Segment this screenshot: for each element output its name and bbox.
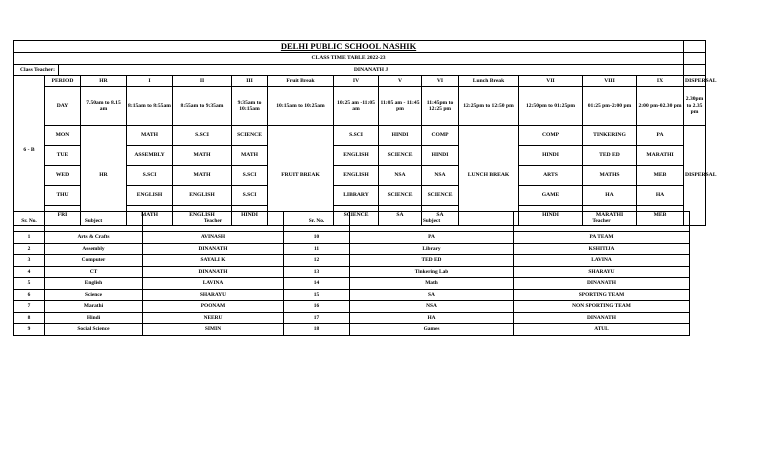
period-cell: MATH [127, 126, 173, 146]
time-vi: 11:45pm to 12:25 pm [422, 87, 459, 126]
teacher-cell: DINANATH [143, 266, 284, 278]
hr-cell: HR [81, 126, 127, 226]
period-cell: MARATHI [637, 146, 684, 166]
time-viii: 01:25 pm-2:00 pm [583, 87, 637, 126]
dispersal-cell: DISPERSAL [684, 126, 706, 226]
period-cell: ENGLISH [127, 186, 173, 206]
time-lunch-break: 12:25pm to 12:50 pm [459, 87, 519, 126]
col-header-ii: II [173, 76, 232, 87]
day-cell: WED [45, 166, 81, 186]
period-cell: SCIENCE [379, 186, 422, 206]
subject-cell: English [45, 278, 143, 290]
class-teacher-label: Class Teacher: [14, 65, 59, 76]
period-cell: COMP [519, 126, 583, 146]
teacher-cell: DINANATH [143, 243, 284, 255]
subject-cell: Library [350, 243, 514, 255]
period-cell: HA [637, 186, 684, 206]
table-row [14, 243, 690, 255]
period-cell: ENGLISH [334, 146, 379, 166]
subject-cell: Games [350, 324, 514, 336]
period-cell: SA [379, 206, 422, 226]
period-cell: MATHS [583, 166, 637, 186]
time-ii: 8:55am to 9:35am [173, 87, 232, 126]
subject-cell: Tinkering Lab [350, 266, 514, 278]
blank-cell [684, 53, 706, 65]
teacher-cell: DINANATH [514, 278, 690, 290]
sr-cell: 12 [284, 255, 350, 267]
class-name: 6 - B [14, 76, 45, 226]
time-fruit-break: 10:15am to 10:25am [268, 87, 334, 126]
time-hr: 7.50am to 8.15 am [81, 87, 127, 126]
period-cell: SCIENCE [379, 146, 422, 166]
blank-cell [684, 65, 706, 76]
period-cell: PA [637, 126, 684, 146]
period-cell: S.SCI [334, 126, 379, 146]
time-vii: 12:50pm to 01:25pm [519, 87, 583, 126]
subject-cell: PA [350, 232, 514, 244]
period-cell: COMP [422, 126, 459, 146]
period-cell: SCIENCE [232, 126, 268, 146]
period-cell: SCIENCE [422, 186, 459, 206]
period-cell: ASSEMBLY [127, 146, 173, 166]
period-cell: MATH [173, 166, 232, 186]
col-header-fruit-break: Fruit Break [268, 76, 334, 87]
period-cell: S.SCI [232, 186, 268, 206]
teacher-table [13, 211, 690, 336]
sr-cell: 10 [284, 232, 350, 244]
period-cell: HINDI [422, 146, 459, 166]
subject-cell: Hindi [45, 312, 143, 324]
period-cell: LIBRARY [334, 186, 379, 206]
period-cell: HINDI [379, 126, 422, 146]
col-header-period: PERIOD [45, 76, 81, 87]
subject-cell: Math [350, 278, 514, 290]
period-cell: S.SCI [232, 166, 268, 186]
teacher-cell: PA TEAM [514, 232, 690, 244]
col-header-viii: VIII [583, 76, 637, 87]
blank-cell [684, 41, 706, 53]
table-row [14, 324, 690, 336]
period-cell: SCIENCE [334, 206, 379, 226]
subject-cell: CT [45, 266, 143, 278]
period-cell: TED ED [583, 146, 637, 166]
teacher-cell: KSHITIJA [514, 243, 690, 255]
school-name: DELHI PUBLIC SCHOOL NASHIK [14, 41, 684, 53]
period-cell: ENGLISH [173, 186, 232, 206]
period-cell: HINDI [519, 146, 583, 166]
col-header-vi: VI [422, 76, 459, 87]
table-row [14, 312, 690, 324]
teacher-cell: SHARAYU [514, 266, 690, 278]
time-dispersal: 2.30pm to 2.35 pm [684, 87, 706, 126]
day-cell: TUE [45, 146, 81, 166]
time-iii: 9:35am to 10:15am [232, 87, 268, 126]
teacher-cell: SHARAYU [143, 289, 284, 301]
teacher-cell: LAVINA [143, 278, 284, 290]
period-cell: ENGLISH [173, 206, 232, 226]
subject-cell: TED ED [350, 255, 514, 267]
subject-cell: Arts & Crafts [45, 232, 143, 244]
table-row [14, 278, 690, 290]
table-row [14, 301, 690, 313]
timetable-subtitle: CLASS TIME TABLE 2022-23 [14, 53, 684, 65]
lunch-break-cell: LUNCH BREAK [459, 126, 519, 226]
sr-cell: 3 [14, 255, 45, 267]
time-ix: 2:00 pm-02.30 pm [637, 87, 684, 126]
period-cell: MEB [637, 206, 684, 226]
sr-cell: 9 [14, 324, 45, 336]
period-cell: TINKERING [583, 126, 637, 146]
subject-cell: Computer [45, 255, 143, 267]
subject-cell: SA [350, 289, 514, 301]
teacher-cell: POONAM [143, 301, 284, 313]
sr-cell: 4 [14, 266, 45, 278]
sr-cell: 18 [284, 324, 350, 336]
period-cell: GAME [519, 186, 583, 206]
sr-cell: 2 [14, 243, 45, 255]
period-cell: SA [422, 206, 459, 226]
teacher-cell: DINANATH [514, 312, 690, 324]
class-teacher-name: DINANATH J [59, 65, 684, 76]
period-cell: NSA [379, 166, 422, 186]
col-header-dispersal: DISPERSAL [684, 76, 706, 87]
sr-header: Sr. No. [14, 212, 45, 232]
period-cell: HINDI [519, 206, 583, 226]
teacher-cell: SIMIN [143, 324, 284, 336]
col-header-vii: VII [519, 76, 583, 87]
teacher-cell: SAYALI K [143, 255, 284, 267]
teacher-cell: ATUL [514, 324, 690, 336]
day-cell: THU [45, 186, 81, 206]
subject-header: Subject [350, 212, 514, 232]
subject-cell: HA [350, 312, 514, 324]
sr-cell: 6 [14, 289, 45, 301]
period-cell: MATH [232, 146, 268, 166]
sr-header: Sr. No. [284, 212, 350, 232]
sr-cell: 7 [14, 301, 45, 313]
col-header-lunch-break: Lunch Break [459, 76, 519, 87]
teacher-cell: LAVINA [514, 255, 690, 267]
teacher-cell: NEERU [143, 312, 284, 324]
table-row [14, 266, 690, 278]
col-header-i: I [127, 76, 173, 87]
sr-cell: 5 [14, 278, 45, 290]
period-cell: S.SCI [173, 126, 232, 146]
sr-cell: 11 [284, 243, 350, 255]
sr-cell: 13 [284, 266, 350, 278]
table-row [14, 232, 690, 244]
teacher-cell: AVINASH [143, 232, 284, 244]
timetable [13, 40, 717, 226]
period-cell: HINDI [232, 206, 268, 226]
col-header-v: V [379, 76, 422, 87]
period-cell: MATH [127, 206, 173, 226]
subject-cell: Marathi [45, 301, 143, 313]
table-row [14, 289, 690, 301]
period-cell: NSA [422, 166, 459, 186]
period-cell: ARTS [519, 166, 583, 186]
day-label: DAY [45, 87, 81, 126]
col-header-iv: IV [334, 76, 379, 87]
col-header-iii: III [232, 76, 268, 87]
fruit-break-cell: FRUIT BREAK [268, 126, 334, 226]
subject-header: Subject [45, 212, 143, 232]
day-cell: FRI [45, 206, 81, 226]
teacher-cell: SPORTING TEAM [514, 289, 690, 301]
period-cell: HA [583, 186, 637, 206]
period-cell: MATH [173, 146, 232, 166]
sr-cell: 1 [14, 232, 45, 244]
sr-cell: 8 [14, 312, 45, 324]
col-header-hr: HR [81, 76, 127, 87]
table-row [14, 255, 690, 267]
time-i: 8:15am to 8:55am [127, 87, 173, 126]
teacher-cell: NON SPORTING TEAM [514, 301, 690, 313]
subject-cell: NSA [350, 301, 514, 313]
teacher-header: Teacher [143, 212, 284, 232]
sr-cell: 14 [284, 278, 350, 290]
period-cell: MEB [637, 166, 684, 186]
sr-cell: 15 [284, 289, 350, 301]
period-cell: MARATHI [583, 206, 637, 226]
period-cell: S.SCI [127, 166, 173, 186]
time-v: 11:05 am - 11:45 pm [379, 87, 422, 126]
sr-cell: 16 [284, 301, 350, 313]
col-header-ix: IX [637, 76, 684, 87]
sr-cell: 17 [284, 312, 350, 324]
time-iv: 10:25 am -11:05 am [334, 87, 379, 126]
subject-cell: Social Science [45, 324, 143, 336]
teacher-header: Teacher [514, 212, 690, 232]
period-cell: ENGLISH [334, 166, 379, 186]
subject-cell: Science [45, 289, 143, 301]
day-cell: MON [45, 126, 81, 146]
subject-cell: Assembly [45, 243, 143, 255]
